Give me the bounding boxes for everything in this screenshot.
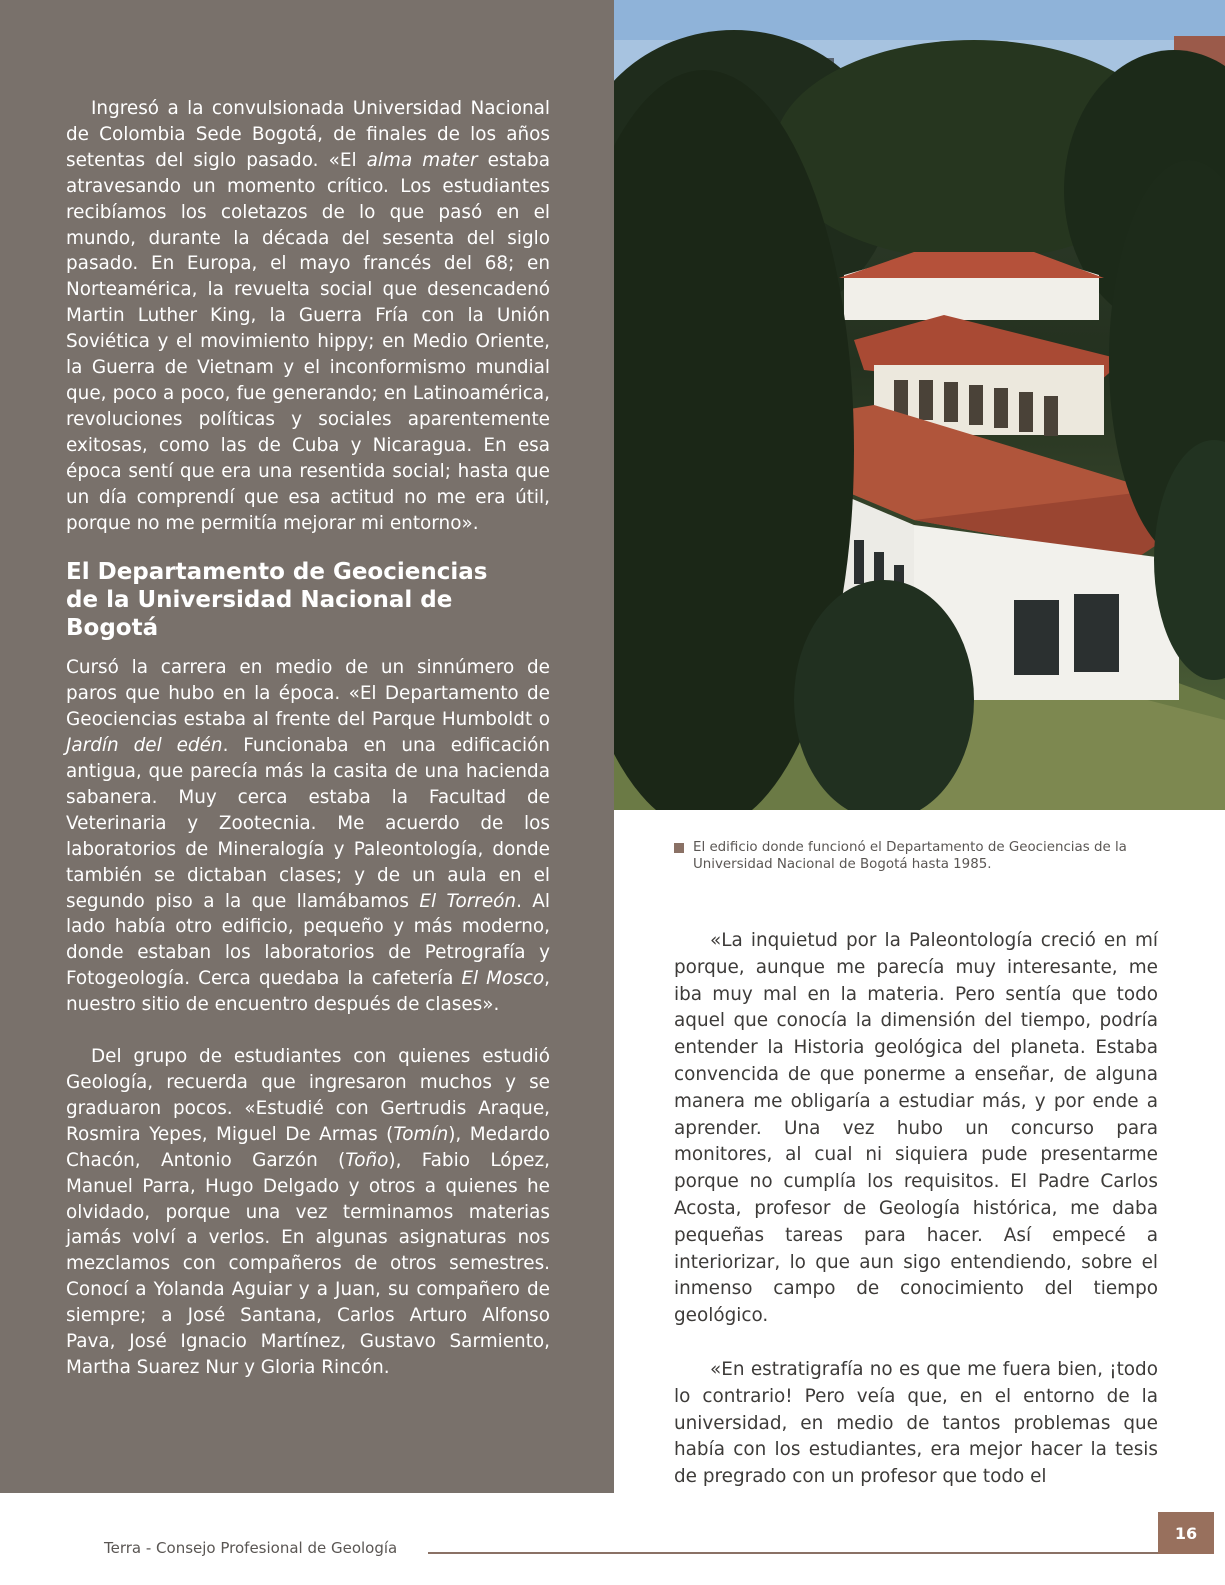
building-photo-illustration xyxy=(614,0,1225,810)
section-heading: El Departamento de Geociencias de la Universidad Nacional de Bogotá xyxy=(66,559,488,642)
right-column xyxy=(674,928,1158,1491)
building-photo xyxy=(614,0,1225,810)
left-column xyxy=(66,96,550,1381)
right-paragraph-2: «En estratigrafía no es que me fuera bien, ¡todo lo contrario! Pero veía que, en el entorno de la universidad, en medio de tantos problemas que había con los estudiantes, era mejor hacer la tesis de pregrado con un profesor que todo el xyxy=(674,1358,1158,1488)
paragraph-2: Cursó la carrera en medio de un sinnúmero de paros que hubo en la época. «El Departamento de Geociencias estaba al frente del Parque Humboldt o Jardín del edén. Funcionaba en una edificación antigua, que parecía más la casita de una hacienda sabanera. Muy cerca estaba la Facultad de Veterinaria y Zootecnia. Me acuerdo de los laboratorios de Mineralogía y Paleontología, donde también se dictaban clases; y de un aula en el segundo piso a la que llamábamos El Torreón. Al lado había otro edificio, pequeño y más moderno, donde estaban los laboratorios de Petrografía y Fotogeología. Cerca quedaba la cafetería El Mosco, nuestro sitio de encuentro después de clases». xyxy=(66,657,551,1016)
caption-square-icon xyxy=(674,843,684,853)
footer-divider xyxy=(428,1552,1158,1554)
paragraph-1: Ingresó a la convulsionada Universidad Nacional de Colombia Sede Bogotá, de finales de los años setentas del siglo pasado. «El alma mater estaba atravesando un momento crítico. Los estudiantes recibíamos los coletazos de lo que pasó en el mundo, durante la década del sesenta del siglo pasado. En Europa, el mayo francés del 68; en Norteamérica, la revuelta social que desencadenó Martin Luther King, la Guerra Fría con la Unión Soviética y el movimiento hippy; en Medio Oriente, la Guerra de Vietnam y el inconformismo mundial que, poco a poco, fue generando; en Latinoamérica, revoluciones políticas y sociales aparentemente exitosas, como las de Cuba y Nicaragua. En esa época sentí que era una resentida social; hasta que un día comprendí que esa actitud no me era útil, porque no me permitía mejorar mi entorno». xyxy=(66,98,551,534)
footer-publication: Terra - Consejo Profesional de Geología xyxy=(104,1539,398,1557)
paragraph-3: Del grupo de estudiantes con quienes estudió Geología, recuerda que ingresaron muchos y se graduaron pocos. «Estudié con Gertrudis Araque, Rosmira Yepes, Miguel De Armas (Tomín), Medardo Chacón, Antonio Garzón (Toño), Fabio López, Manuel Parra, Hugo Delgado y otros a quienes he olvidado, porque una vez terminamos materias jamás volví a verlos. En algunas asignaturas nos mezclamos con compañeros de otros semestres. Conocí a Yolanda Aguiar y a Juan, su compañero de siempre; a José Santana, Carlos Arturo Alfonso Pava, José Ignacio Martínez, Gustavo Sarmiento, Martha Suarez Nur y Gloria Rincón. xyxy=(66,1046,551,1378)
right-paragraph-1: «La inquietud por la Paleontología creció en mí porque, aunque me parecía muy interesante, me iba muy mal en la materia. Pero sentía que todo aquel que conocía la dimensión del tiempo, podría entender la Historia geológica del planeta. Estaba convencida de que ponerme a enseñar, de alguna manera me obligaría a estudiar más, y por ende a aprender. Una vez hubo un concurso para monitores, al cual ni siquiera pude presentarme porque no cumplía los requisitos. El Padre Carlos Acosta, profesor de Geología histórica, me daba pequeñas tareas para hacer. Así empecé a interiorizar, lo que aun sigo entendiendo, sobre el inmenso campo de conocimiento del tiempo geológico. xyxy=(674,930,1158,1327)
page-number: 16 xyxy=(1158,1512,1214,1554)
photo-caption: El edificio donde funcionó el Departamento de Geociencias de la Universidad Nacional de Bogotá hasta 1985. xyxy=(674,840,1174,873)
